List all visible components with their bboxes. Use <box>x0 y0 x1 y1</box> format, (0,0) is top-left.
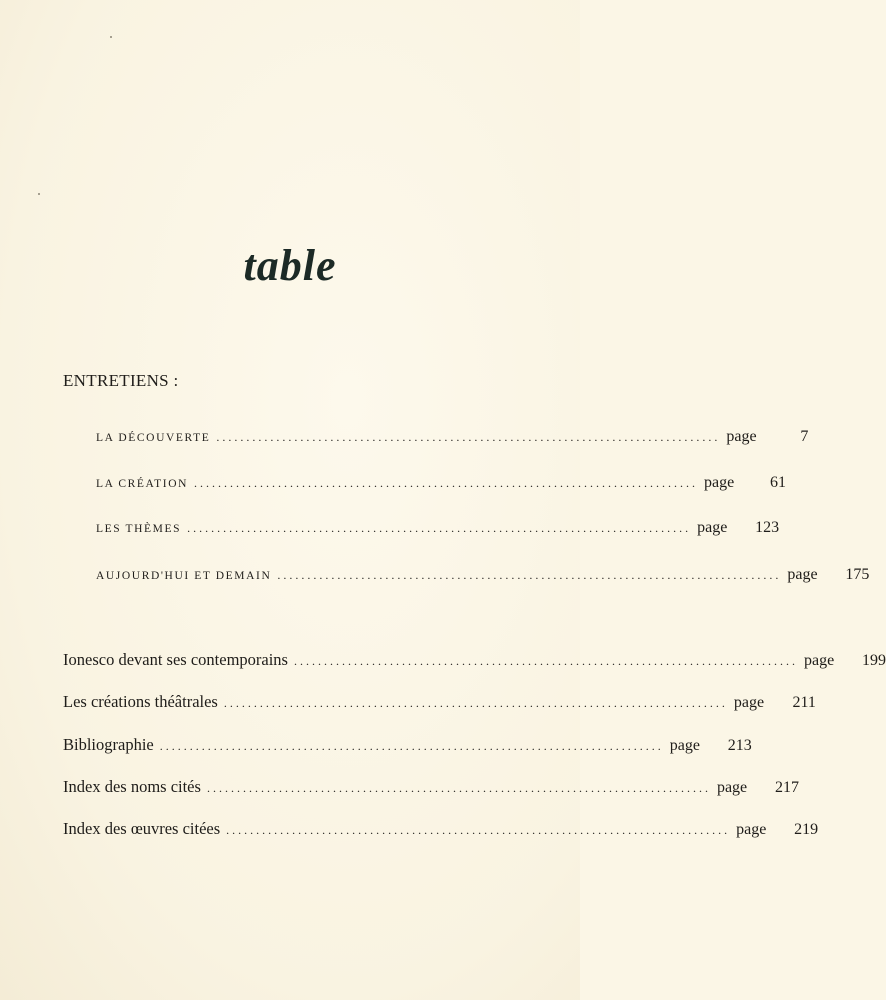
page-word: page <box>669 737 700 754</box>
toc-entry[interactable] <box>96 474 787 492</box>
page-word: page <box>697 519 728 536</box>
page-number: 61 <box>770 474 787 491</box>
toc-entry-label: Les créations théâtrales <box>63 692 218 711</box>
toc-entry-label: LA DÉCOUVERTE <box>96 432 211 444</box>
toc-entry[interactable] <box>96 566 870 584</box>
dot-leader: .................................................................................... <box>216 430 721 444</box>
dot-leader: .................................................................................... <box>226 823 731 837</box>
page-number: 213 <box>727 737 752 754</box>
toc-entry[interactable] <box>63 692 816 712</box>
page-number: 211 <box>792 694 816 711</box>
dot-leader: .................................................................................... <box>206 781 711 795</box>
page-word: page <box>787 566 818 583</box>
toc-entry-label: Index des noms cités <box>63 777 201 796</box>
dot-leader: .................................................................................... <box>293 654 798 668</box>
page-number: 123 <box>755 519 780 536</box>
page-word: page <box>704 474 735 491</box>
page-title: table <box>243 241 337 290</box>
toc-entry-label: LA CRÉATION <box>96 478 189 490</box>
page-word: page <box>726 428 757 445</box>
page-number: 219 <box>794 821 819 838</box>
dot-leader: .................................................................................... <box>194 476 699 490</box>
toc-entry[interactable] <box>63 777 799 797</box>
dot-leader: .................................................................................... <box>159 739 664 753</box>
toc-entry-label: Ionesco devant ses contemporains <box>63 650 288 669</box>
section-heading: ENTRETIENS : <box>63 371 179 390</box>
toc-entry[interactable] <box>63 650 886 670</box>
toc-entry[interactable] <box>63 735 752 755</box>
dot-leader: .................................................................................... <box>223 696 728 710</box>
page-number: 175 <box>845 566 870 583</box>
toc-entry[interactable] <box>96 519 780 537</box>
toc-entry-label: LES THÈMES <box>96 523 182 535</box>
page-number: 217 <box>774 779 799 796</box>
dot-leader: .................................................................................... <box>277 568 782 582</box>
toc-entry[interactable] <box>63 819 819 839</box>
paper-speck <box>38 193 40 195</box>
page-number: 7 <box>800 428 809 445</box>
toc-entry[interactable] <box>96 428 809 446</box>
page-word: page <box>736 821 767 838</box>
page-word: page <box>733 694 765 711</box>
page-number: 199 <box>861 652 886 669</box>
toc-entry-label: AUJOURD'HUI ET DEMAIN <box>96 570 272 582</box>
page-word: page <box>716 779 748 796</box>
page-word: page <box>803 652 835 669</box>
toc-entry-label: Index des œuvres citées <box>63 819 221 838</box>
toc-entry-label: Bibliographie <box>63 735 154 754</box>
dot-leader: .................................................................................... <box>187 521 692 535</box>
paper-speck <box>110 36 112 38</box>
